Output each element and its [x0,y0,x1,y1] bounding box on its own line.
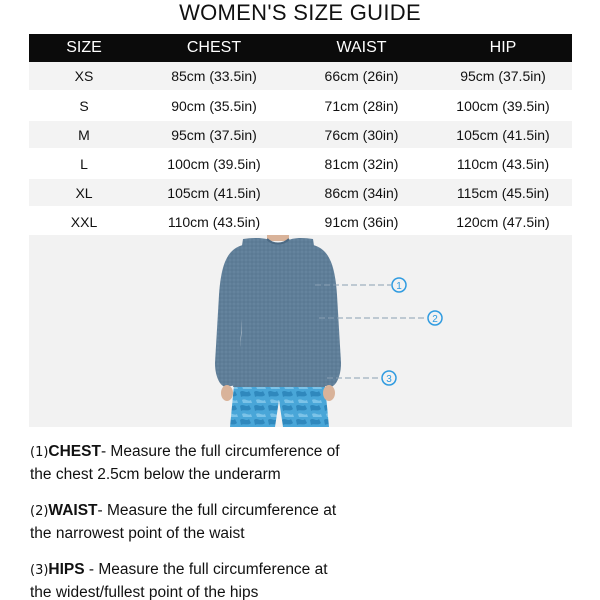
marker-2-label: 2 [432,314,438,325]
cell-chest: 85cm (33.5in) [139,62,289,91]
cell-hip: 120cm (47.5in) [434,207,572,236]
marker-1-label: 1 [396,281,402,292]
instruction-line [30,500,590,523]
cell-hip: 110cm (43.5in) [434,149,572,178]
model-torso [233,238,325,387]
cell-chest: 105cm (41.5in) [139,178,289,207]
instruction-text: - Measure the full circumference at [97,502,337,519]
instruction-line-2: the chest 2.5cm below the underarm [30,466,281,483]
table-row [29,207,572,236]
cell-size: L [29,149,139,178]
instruction-line [30,441,590,464]
page-title: WOMEN'S SIZE GUIDE [179,0,421,25]
cell-chest: 95cm (37.5in) [139,120,289,149]
instruction-line [30,559,590,582]
marker-3-label: 3 [386,374,392,385]
instruction-label: WAIST [48,502,98,519]
cell-chest: 90cm (35.5in) [139,91,289,120]
table-row [29,178,572,207]
instruction-number: (2) [30,504,49,519]
header-waist: WAIST [289,34,434,62]
header-chest: CHEST [139,34,289,62]
instruction-label: CHEST [48,443,101,460]
table-header-row [29,34,572,62]
instruction-label: HIPS [48,561,85,578]
measurement-instructions [30,441,590,600]
cell-chest: 110cm (43.5in) [139,207,289,236]
instruction-text: - Measure the full circumference at [84,561,328,578]
cell-waist: 91cm (36in) [289,207,434,236]
model-leggings [230,385,329,427]
table-row [29,120,572,149]
instruction-number: (1) [30,445,49,460]
model-right-hand [323,385,335,401]
header-size: SIZE [29,34,139,62]
cell-size: XXL [29,207,139,236]
cell-waist: 86cm (34in) [289,178,434,207]
size-table [29,34,572,237]
instruction-chest [30,441,590,486]
table-row [29,91,572,120]
instruction-text: - Measure the full circumference of [100,443,340,460]
model-neck [267,235,289,241]
cell-waist: 71cm (28in) [289,91,434,120]
header-hip: HIP [434,34,572,62]
instruction-line-2: the widest/fullest point of the hips [30,584,259,600]
cell-waist: 66cm (26in) [289,62,434,91]
cell-size: M [29,120,139,149]
table-row [29,62,572,91]
instruction-line-2: the narrowest point of the waist [30,525,245,542]
model-figure [29,235,572,427]
cell-hip: 115cm (45.5in) [434,178,572,207]
cell-size: S [29,91,139,120]
cell-hip: 105cm (41.5in) [434,120,572,149]
cell-waist: 76cm (30in) [289,120,434,149]
cell-size: XL [29,178,139,207]
cell-hip: 95cm (37.5in) [434,62,572,91]
instruction-waist [30,500,590,545]
model-left-hand [221,385,233,401]
instruction-number: (3) [30,563,49,578]
model-illustration [29,235,572,427]
table-row [29,149,572,178]
cell-hip: 100cm (39.5in) [434,91,572,120]
instruction-hips [30,559,590,600]
cell-waist: 81cm (32in) [289,149,434,178]
cell-size: XS [29,62,139,91]
cell-chest: 100cm (39.5in) [139,149,289,178]
